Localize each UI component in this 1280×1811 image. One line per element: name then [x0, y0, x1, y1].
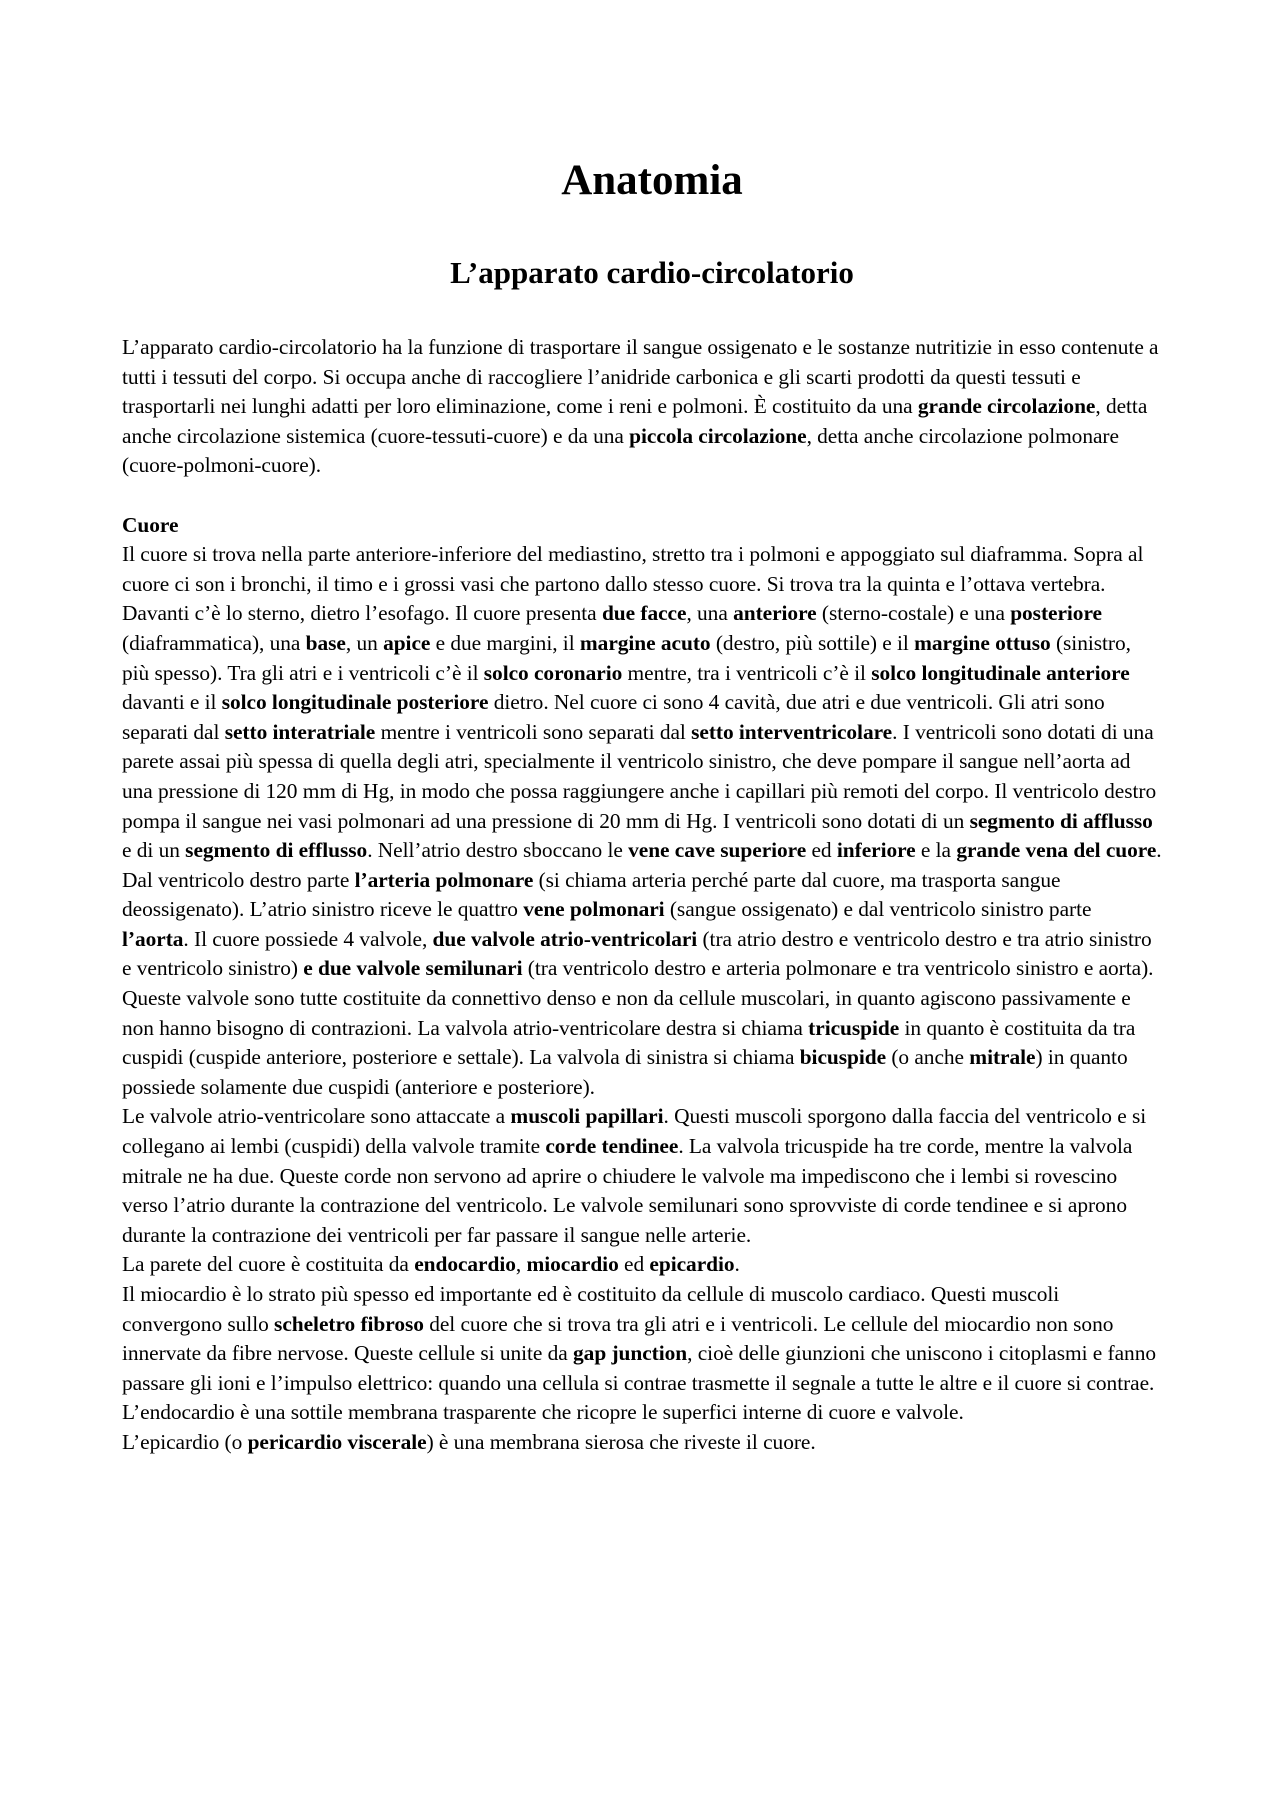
bold-term: epicardio [649, 1252, 735, 1277]
text-run: . Nell’atrio destro sboccano le [367, 838, 629, 863]
text-run: , cioè delle giunzioni che uniscono i citoplasmi e fanno passare gli ioni e l’impulso elettrico: quando una cellula si contrae trasmette il segnale a tutte le altre e il cuore si contrae. [122, 1341, 1156, 1395]
document-title: Anatomia [561, 157, 743, 204]
text-run: ed [806, 838, 837, 863]
text-run: (sangue ossigenato) e dal ventricolo sinistro parte [664, 897, 1092, 922]
bold-term: bicuspide [799, 1045, 887, 1070]
intro-text [122, 333, 1162, 481]
text-run: L’apparato cardio-circolatorio ha la funzione di trasportare il sangue ossigenato e le sostanze nutritizie in esso contenute a tutti i tessuti del corpo. Si occupa anche di raccogliere l’anidride carbonica e gli scarti prodotti da questi tessuti e trasportarli nei lunghi adatti per loro eliminazione, come i reni e polmoni. È costituito da una [122, 335, 1159, 419]
bold-term: due facce [601, 601, 687, 626]
text-run: Il miocardio è lo strato più spesso ed importante ed è costituito da cellule di muscolo cardiaco. Questi muscoli convergono sullo [122, 1282, 1060, 1336]
text-run: . La valvola tricuspide ha tre corde, mentre la valvola mitrale ne ha due. Queste corde non servono ad aprire o chiudere le valvole ma impediscono che i lembi si rovescino verso l’atrio durante la contrazione del ventricolo. Le valvole semilunari sono sprovviste di corde tendinee e si aprono durante la contrazione dei ventricoli per far passare il sangue nelle arterie. [122, 1134, 1133, 1247]
bold-term: tricuspide [808, 1015, 900, 1040]
bold-term: e due valvole semilunari [303, 956, 523, 981]
text-run: Il cuore si trova nella parte anteriore-inferiore del mediastino, stretto tra i polmoni e appoggiato sul diaframma. Sopra al cuore ci son i bronchi, il timo e i grossi vasi che partono dallo stesso cuore. Si trova tra la quinta e l’ottava vertebra. Davanti c’è lo sterno, dietro l’esofago. Il cuore presenta [122, 542, 1144, 626]
bold-term: corde tendinee [545, 1134, 679, 1159]
text-run: dietro. Nel cuore ci sono 4 cavità, due atri e due ventricoli. Gli atri sono separati dal [122, 690, 1105, 744]
intro-paragraph [122, 333, 1162, 481]
bold-term: due valvole atrio-ventricolari [432, 926, 698, 951]
bold-term: l’aorta [122, 926, 184, 951]
bold-term: base [305, 630, 346, 655]
bold-term: margine ottuso [914, 630, 1051, 655]
text-run: mentre i ventricoli sono separati dal [375, 719, 692, 744]
section-cuore [122, 511, 1162, 1458]
bold-term: pericardio viscerale [247, 1429, 427, 1454]
text-run: . I ventricoli sono dotati di una parete assai più spessa di quella degli atri, specialmente il ventricolo sinistro, che deve pompare il sangue nell’aorta ad una pressione di 120 mm di Hg, in modo che possa raggiungere anche i capillari più remoti del corpo. Il ventricolo destro pompa il sangue nei vasi polmonari ad una pressione di 20 mm di Hg. I ventricoli sono dotati di un [122, 719, 1157, 833]
paragraph [122, 540, 1162, 1102]
text-run: La parete del cuore è costituita da [122, 1252, 415, 1277]
text-run: (sterno-costale) e una [816, 601, 1011, 626]
paragraph [122, 1280, 1162, 1398]
text-run: , detta anche circolazione polmonare (cuore-polmoni-cuore). [122, 423, 1119, 478]
bold-term: posteriore [1010, 601, 1102, 626]
bold-term: solco coronario [483, 660, 623, 685]
text-run: (tra ventricolo destro e arteria polmonare e tra ventricolo sinistro e aorta). Queste valvole sono tutte costituite da connettivo denso e non da cellule muscolari, in quanto agiscono passivamente e non hanno bisogno di contrazioni. La valvola atrio-ventricolare destra si chiama [122, 956, 1154, 1040]
bold-term: solco longitudinale posteriore [221, 690, 489, 715]
bold-term: mitrale [969, 1045, 1036, 1070]
section-heading: Cuore [122, 512, 179, 537]
text-run: , [515, 1252, 527, 1277]
text-run: , detta anche circolazione sistemica (cuore-tessuti-cuore) e da una [122, 394, 1148, 448]
text-run: e la [915, 838, 957, 863]
text-run: e di un [122, 838, 186, 863]
text-run: . Dal ventricolo destro parte [122, 838, 1162, 892]
bold-term: setto interventricolare [691, 719, 893, 744]
text-run: . Questi muscoli sporgono dalla faccia del ventricolo e si collegano ai lembi (cuspidi) della valvole tramite [122, 1104, 1147, 1159]
paragraph [122, 1398, 1162, 1428]
bold-term: segmento di efflusso [185, 838, 368, 863]
bold-term: grande circolazione [917, 394, 1096, 419]
bold-term: vene cave superiore [628, 838, 807, 863]
text-run: , una [686, 601, 734, 626]
bold-term: setto interatriale [224, 719, 376, 744]
text-run: (si chiama arteria perché parte dal cuore, ma trasporta sangue deossigenato). L’atrio sinistro riceve le quattro [122, 867, 1061, 922]
text-run: . Il cuore possiede 4 valvole, [183, 926, 433, 951]
paragraph [122, 1250, 1162, 1280]
text-run: del cuore che si trova tra gli atri e i ventricoli. Le cellule del miocardio non sono innervate da fibre nervose. Queste cellule si unite da [122, 1311, 1114, 1366]
text-run: in quanto è costituita da tra cuspidi (cuspide anteriore, posteriore e settale). La valvola di sinistra si chiama [122, 1015, 1136, 1070]
bold-term: scheletro fibroso [274, 1311, 424, 1336]
bold-term: anteriore [733, 601, 817, 626]
paragraph [122, 1102, 1162, 1250]
bold-term: margine acuto [579, 630, 711, 655]
text-run: (tra atrio destro e ventricolo destro e tra atrio sinistro e ventricolo sinistro) [122, 926, 1152, 981]
document-subtitle: L’apparato cardio-circolatorio [450, 255, 854, 290]
text-run: ed [618, 1252, 650, 1277]
bold-term: solco longitudinale anteriore [871, 660, 1130, 685]
text-run: (o anche [886, 1045, 970, 1070]
bold-term: miocardio [526, 1252, 619, 1277]
text-run: . [734, 1252, 740, 1277]
text-run: davanti e il [122, 690, 222, 715]
bold-term: l’arteria polmonare [354, 867, 534, 892]
bold-term: inferiore [836, 838, 916, 863]
bold-term: piccola circolazione [629, 423, 807, 448]
bold-term: muscoli papillari [510, 1104, 664, 1129]
text-run: L’endocardio è una sottile membrana trasparente che ricopre le superfici interne di cuore e valvole. [122, 1400, 964, 1425]
paragraph [122, 1428, 1162, 1458]
bold-term: apice [383, 630, 431, 655]
text-run: (diaframmatica), una [122, 630, 306, 655]
bold-term: endocardio [414, 1252, 516, 1277]
bold-term: segmento di afflusso [969, 808, 1153, 833]
bold-term: vene polmonari [523, 897, 665, 922]
text-run: e due margini, il [430, 630, 580, 655]
text-run: ) è una membrana sierosa che riveste il cuore. [426, 1429, 816, 1454]
bold-term: gap junction [573, 1341, 688, 1366]
text-run: (destro, più sottile) e il [710, 630, 915, 655]
text-run: , un [345, 630, 384, 655]
text-run: L’epicardio (o [122, 1429, 248, 1454]
text-run: mentre, tra i ventricoli c’è il [622, 660, 872, 685]
bold-term: grande vena del cuore [956, 838, 1157, 863]
text-run: ) in quanto possiede solamente due cuspidi (anteriore e posteriore). [122, 1045, 1128, 1099]
text-run: (sinistro, più spesso). Tra gli atri e i ventricoli c’è il [122, 630, 1131, 685]
text-run: Le valvole atrio-ventricolare sono attaccate a [122, 1104, 511, 1129]
